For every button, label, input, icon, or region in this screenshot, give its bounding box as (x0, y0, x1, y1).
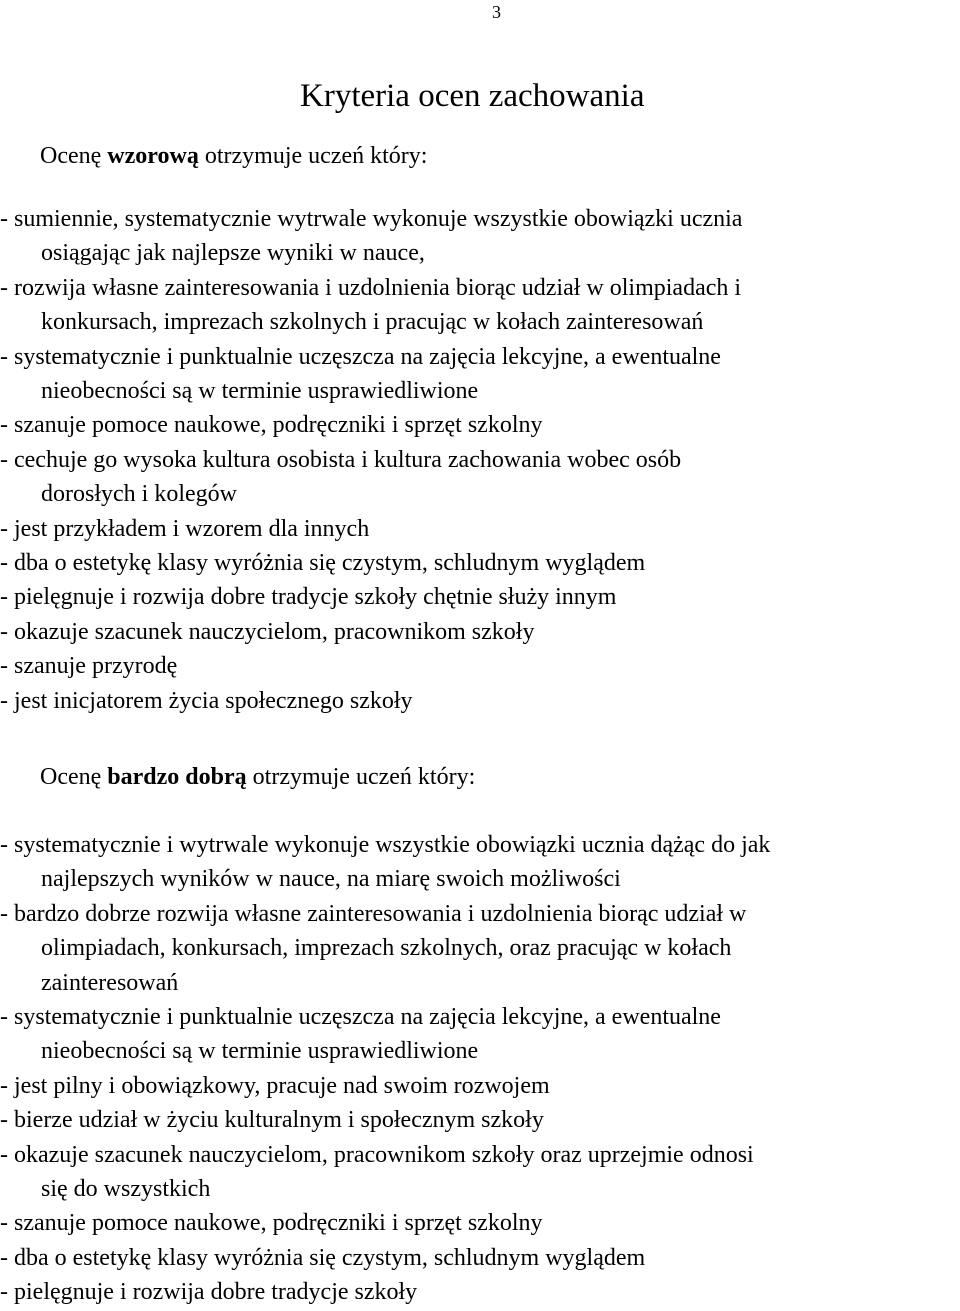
criteria-item (0, 1275, 960, 1309)
criteria-item-text: - dba o estetykę klasy wyróżnia się czystym, schludnym wyglądem (0, 1244, 646, 1271)
criteria-item-text: - okazuje szacunek nauczycielom, pracownikom szkoły (0, 618, 535, 645)
criteria-item-text: - jest pilny i obowiązkowy, pracuje nad swoim rozwojem (0, 1072, 550, 1099)
criteria-item-text: - dba o estetykę klasy wyróżnia się czystym, schludnym wyglądem (0, 550, 646, 577)
criteria-item-text: - jest przykładem i wzorem dla innych (0, 515, 370, 542)
criteria-item (0, 684, 960, 718)
criteria-item (0, 1000, 960, 1069)
criteria-item (0, 897, 960, 1000)
criteria-item-text: - pielęgnuje i rozwija dobre tradycje szkoły (0, 1279, 418, 1306)
criteria-item (0, 828, 960, 897)
grade-name-wzorowa: wzorową (107, 143, 199, 169)
criteria-item (0, 1138, 960, 1207)
criteria-item-text: - okazuje szacunek nauczycielom, pracownikom szkoły oraz uprzejmie odnosi (0, 1141, 754, 1168)
criteria-item-text: - systematycznie i punktualnie uczęszcza na zajęcia lekcyjne, a ewentualne (0, 1004, 721, 1031)
intro-text-after: otrzymuje uczeń który: (246, 764, 476, 790)
intro-text-before: Ocenę (40, 764, 108, 790)
section-bardzo-dobra-intro (40, 761, 475, 793)
criteria-item-text: - rozwija własne zainteresowania i uzdolnienia biorąc udział w olimpiadach i (0, 274, 742, 301)
criteria-item (0, 340, 960, 409)
section-wzorowa-intro (40, 140, 427, 172)
criteria-item (0, 580, 960, 614)
criteria-list-bardzo-dobra (0, 828, 960, 1310)
criteria-item (0, 1241, 960, 1275)
criteria-item (0, 1206, 960, 1240)
criteria-item (0, 615, 960, 649)
criteria-item-continuation: najlepszych wyników w nauce, na miarę swoich możliwości (41, 866, 621, 893)
criteria-item-continuation: konkursach, imprezach szkolnych i pracując w kołach zainteresowań (41, 309, 704, 336)
criteria-item-text: - systematycznie i wytrwale wykonuje wszystkie obowiązki ucznia dążąc do jak (0, 832, 771, 858)
criteria-item-continuation: się do wszystkich (41, 1176, 211, 1203)
intro-text-before: Ocenę (40, 143, 108, 169)
criteria-item-text: - sumiennie, systematycznie wytrwale wykonuje wszystkie obowiązki ucznia (0, 206, 743, 232)
criteria-item-continuation: osiągając jak najlepsze wyniki w nauce, (41, 240, 425, 267)
criteria-item (0, 649, 960, 683)
criteria-item-text: - pielęgnuje i rozwija dobre tradycje szkoły chętnie służy innym (0, 584, 617, 611)
page-number: 3 (492, 2, 501, 22)
criteria-item-text: - szanuje pomoce naukowe, podręczniki i sprzęt szkolny (0, 412, 543, 439)
page-title: Kryteria ocen zachowania (300, 78, 645, 114)
criteria-item-text: - szanuje przyrodę (0, 653, 178, 680)
criteria-item-text: - szanuje pomoce naukowe, podręczniki i sprzęt szkolny (0, 1210, 543, 1237)
criteria-item (0, 512, 960, 546)
criteria-item-continuation: dorosłych i kolegów (41, 481, 237, 508)
criteria-item (0, 443, 960, 512)
criteria-item-text: - bardzo dobrze rozwija własne zainteresowania i uzdolnienia biorąc udział w (0, 900, 747, 927)
criteria-item-continuation: nieobecności są w terminie usprawiedliwione (41, 1038, 479, 1065)
criteria-list-wzorowa (0, 202, 960, 718)
intro-text-after: otrzymuje uczeń który: (198, 143, 428, 169)
criteria-item-text: - cechuje go wysoka kultura osobista i kultura zachowania wobec osób (0, 446, 682, 473)
criteria-item (0, 271, 960, 340)
criteria-item (0, 1103, 960, 1137)
criteria-item-continuation: olimpiadach, konkursach, imprezach szkolnych, oraz pracując w kołach (41, 935, 732, 962)
criteria-item (0, 1069, 960, 1103)
criteria-item-text: - systematycznie i punktualnie uczęszcza na zajęcia lekcyjne, a ewentualne (0, 343, 721, 370)
criteria-item-text: - bierze udział w życiu kulturalnym i społecznym szkoły (0, 1107, 544, 1134)
criteria-item-continuation: nieobecności są w terminie usprawiedliwione (41, 378, 479, 405)
grade-name-bardzo-dobra: bardzo dobrą (107, 764, 247, 790)
criteria-item (0, 408, 960, 442)
criteria-item (0, 546, 960, 580)
criteria-item-continuation: zainteresowań (41, 969, 179, 996)
criteria-item-text: - jest inicjatorem życia społecznego szkoły (0, 687, 413, 714)
criteria-item (0, 202, 960, 271)
